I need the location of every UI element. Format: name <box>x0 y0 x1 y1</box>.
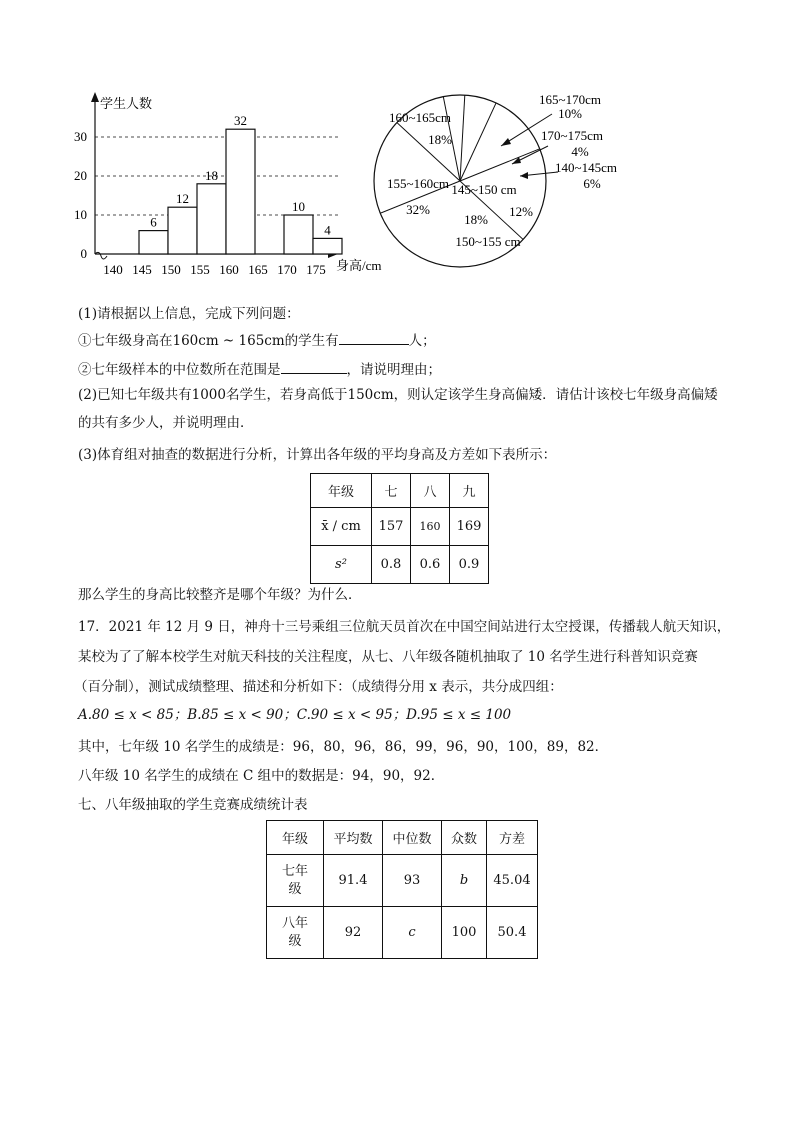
histogram-chart <box>60 88 400 288</box>
x-tick-label: 165 <box>248 262 268 277</box>
table-row: 年级 平均数 中位数 众数 方差 <box>267 821 538 855</box>
pie-slice-percent: 10% <box>558 106 582 121</box>
q3-question: 那么学生的身高比较整齐是哪个年级？为什么． <box>78 587 362 603</box>
bar-value-label: 12 <box>176 191 189 207</box>
histogram-bar <box>197 184 226 254</box>
pie-slice-label: 145~150 cm <box>451 182 517 197</box>
bar-value-label: 4 <box>324 222 331 238</box>
bar-value-label: 32 <box>234 113 247 129</box>
pie-slice-label: 165~170cm <box>539 92 601 107</box>
q3-text: (3)体育组对抽查的数据进行分析，计算出各年级的平均身高及方差如下表所示： <box>78 447 557 463</box>
y-tick-label: 30 <box>74 129 87 144</box>
x-tick-label: 175 <box>306 262 326 277</box>
pie-labels <box>387 92 617 249</box>
y-axis-title: 学生人数 <box>100 96 153 111</box>
histogram-bar <box>226 129 255 254</box>
variance-row-label: s² <box>311 546 372 584</box>
q2-line1: (2)已知七年级共有1000名学生，若身高低于150cm，则认定该学生身高偏矮．请估计该校七年级身高偏矮 <box>78 387 718 403</box>
y-tick-labels <box>74 129 87 261</box>
q2-line2: 的共有多少人，并说明理由． <box>78 415 254 431</box>
q1-part-a: ①七年级身高在160cm ~ 165cm的学生有 人； <box>78 330 436 350</box>
x-tick-label: 145 <box>132 262 152 277</box>
histogram-bar <box>139 231 168 254</box>
x-tick-label: 155 <box>190 262 210 277</box>
q17-line1: 17．2021 年 12 月 9 日，神舟十三号乘组三位航天员首次在中国空间站进行太空授课，传播载人航天知识， <box>78 619 731 635</box>
q17-grade8-c-scores: 八年级 10 名学生的成绩在 C 组中的数据是：94，90，92． <box>78 768 445 784</box>
q17-grade7-scores: 其中，七年级 10 名学生的成绩是：96，80，96，86，99，96，90，100，89，82． <box>78 739 609 755</box>
pie-chart <box>370 88 670 278</box>
slice-boundary <box>460 103 496 181</box>
bar-value-label: 18 <box>205 167 218 183</box>
pie-slice-label: 160~165cm <box>389 110 451 125</box>
pie-slice-label: 170~175cm <box>541 128 603 143</box>
table-row: 八年 级 92 c 100 50.4 <box>267 907 538 959</box>
x-tick-label: 140 <box>103 262 123 277</box>
q17-line3: （百分制），测试成绩整理、描述和分析如下：（成绩得分用 x 表示，共分成四组： <box>74 679 563 695</box>
pie-slice-label: 150~155 cm <box>455 234 521 249</box>
axis-break <box>95 252 107 259</box>
table-row: 年级 七 八 九 <box>311 474 489 508</box>
pie-slice-label: 155~160cm <box>387 176 449 191</box>
pointer-arrows <box>501 114 558 179</box>
x-tick-label: 170 <box>277 262 297 277</box>
slice-boundary <box>460 95 465 181</box>
pie-slice-percent: 18% <box>464 212 488 227</box>
pie-slice-percent: 12% <box>509 204 533 219</box>
pie-slice-percent: 32% <box>406 202 430 217</box>
q17-table-title: 七、八年级抽取的学生竞赛成绩统计表 <box>78 797 308 813</box>
pie-slice-label: 140~145cm <box>555 160 617 175</box>
y-axis-arrow <box>91 92 99 102</box>
q17-groups: A.80 ≤ x < 85；B.85 ≤ x < 90；C.90 ≤ x < 95；D.95 ≤ x ≤ 100 <box>78 707 512 723</box>
height-range: 160cm ~ 165cm <box>172 333 285 349</box>
bars <box>139 113 342 254</box>
q17-line2: 某校为了了解本校学生对航天科技的关注程度，从七、八年级各随机抽取了 10 名学生进行科普知识竞赛 <box>78 649 698 665</box>
y-tick-label: 10 <box>74 207 87 222</box>
bar-value-label: 6 <box>150 214 157 230</box>
histogram-bar <box>168 207 197 254</box>
q1-part-b: ②七年级样本的中位数所在范围是 ，请说明理由； <box>78 359 441 379</box>
height-stats-table <box>310 473 489 584</box>
x-tick-labels <box>103 262 326 277</box>
x-axis-title: 身高/cm <box>336 258 382 273</box>
x-tick-label: 160 <box>219 262 239 277</box>
pie-slice-percent: 18% <box>428 132 452 147</box>
table-row: 七年 级 91.4 93 b 45.04 <box>267 855 538 907</box>
y-tick-label: 20 <box>74 168 87 183</box>
histogram-bar <box>284 215 313 254</box>
pie-slice-percent: 4% <box>571 144 589 159</box>
x-tick-label: 150 <box>161 262 181 277</box>
histogram-bar <box>313 238 342 254</box>
competition-stats-table <box>266 820 538 959</box>
y-tick-label: 0 <box>80 246 87 261</box>
answer-blank-2[interactable] <box>281 359 347 374</box>
table-row: x̄ / cm 157 160 169 <box>311 508 489 546</box>
q1-intro: (1)请根据以上信息，完成下列问题： <box>78 306 300 322</box>
table-row: s² 0.8 0.6 0.9 <box>311 546 489 584</box>
pie-slice-percent: 6% <box>583 176 601 191</box>
answer-blank-1[interactable] <box>339 330 409 345</box>
bar-value-label: 10 <box>292 199 305 214</box>
mean-row-label: x̄ / cm <box>311 508 372 546</box>
